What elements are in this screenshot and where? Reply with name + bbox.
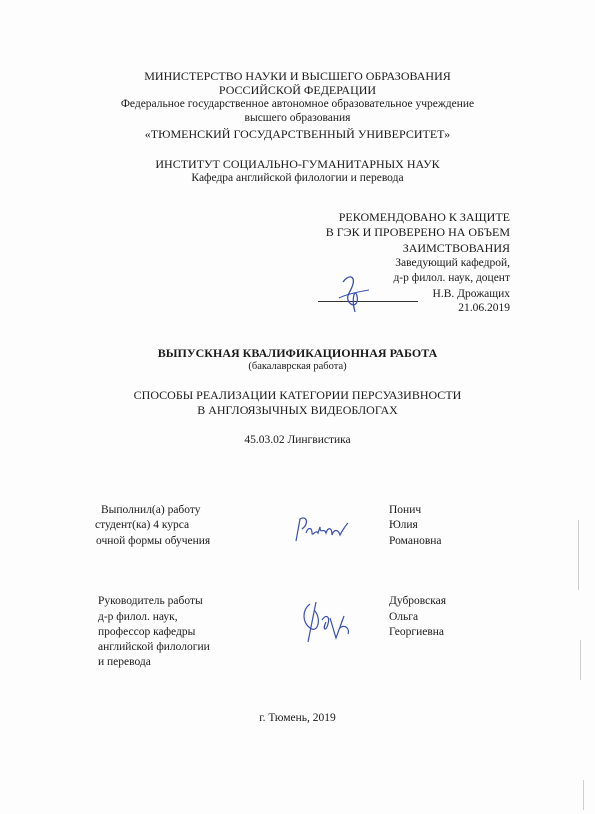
work-title-line-1: СПОСОБЫ РЕАЛИЗАЦИИ КАТЕГОРИИ ПЕРСУАЗИВНОСТИ bbox=[133, 388, 462, 402]
scan-edge-mark bbox=[578, 520, 579, 590]
author-name: Юлия bbox=[389, 519, 418, 531]
supervisor-role-4: английской филологии bbox=[98, 641, 210, 653]
head-of-department: Заведующий кафедрой, bbox=[395, 257, 510, 269]
work-subtype: (бакалаврская работа) bbox=[248, 361, 347, 372]
supervisor-role-1: Руководитель работы bbox=[98, 595, 203, 607]
department-name: Кафедра английской филологии и перевода bbox=[191, 172, 404, 184]
supervisor-surname: Дубровская bbox=[389, 595, 447, 607]
approval-line-3: ЗАИМСТВОВАНИЯ bbox=[402, 241, 510, 255]
approval-line-1: РЕКОМЕНДОВАНО К ЗАЩИТЕ bbox=[338, 210, 510, 224]
author-role-3: очной формы обучения bbox=[96, 535, 211, 547]
scan-edge-mark bbox=[580, 640, 581, 680]
work-title-line-2: В АНГЛОЯЗЫЧНЫХ ВИДЕОБЛОГАХ bbox=[197, 403, 398, 417]
university-name: «ТЮМЕНСКИЙ ГОСУДАРСТВЕННЫЙ УНИВЕРСИТЕТ» bbox=[144, 127, 451, 141]
specialty: 45.03.02 Лингвистика bbox=[244, 434, 351, 446]
approval-line-2: В ГЭК И ПРОВЕРЕНО НА ОБЪЕМ bbox=[325, 225, 510, 239]
author-signature-icon bbox=[292, 513, 354, 547]
author-patronymic: Романовна bbox=[389, 535, 442, 547]
supervisor-patronymic: Георгиевна bbox=[389, 626, 445, 638]
head-signature-icon bbox=[335, 268, 375, 318]
head-degree: д-р филол. наук, доцент bbox=[393, 272, 510, 284]
approval-date: 21.06.2019 bbox=[458, 302, 510, 314]
ministry-line-2: РОССИЙСКОЙ ФЕДЕРАЦИИ bbox=[218, 83, 377, 97]
institution-line-1: Федеральное государственное автономное образовательное учреждение bbox=[120, 98, 475, 110]
author-role-2: студент(ка) 4 курса bbox=[95, 519, 190, 531]
supervisor-name: Ольга bbox=[389, 611, 419, 623]
institute-name: ИНСТИТУТ СОЦИАЛЬНО-ГУМАНИТАРНЫХ НАУК bbox=[155, 157, 440, 171]
city-year: г. Тюмень, 2019 bbox=[259, 712, 336, 724]
ministry-line-1: МИНИСТЕРСТВО НАУКИ И ВЫСШЕГО ОБРАЗОВАНИЯ bbox=[144, 69, 451, 83]
institution-line-2: высшего образования bbox=[244, 112, 351, 124]
author-surname: Понич bbox=[389, 504, 422, 516]
supervisor-role-2: д-р филол. наук, bbox=[98, 611, 178, 623]
supervisor-role-5: и перевода bbox=[98, 656, 151, 668]
scan-edge-mark bbox=[583, 780, 584, 810]
supervisor-role-3: профессор кафедры bbox=[98, 626, 196, 638]
author-role-1: Выполнил(а) работу bbox=[101, 504, 201, 516]
supervisor-signature-icon bbox=[296, 598, 356, 646]
head-name: Н.В. Дрожащих bbox=[432, 288, 510, 300]
work-type: ВЫПУСКНАЯ КВАЛИФИКАЦИОННАЯ РАБОТА bbox=[157, 346, 438, 360]
